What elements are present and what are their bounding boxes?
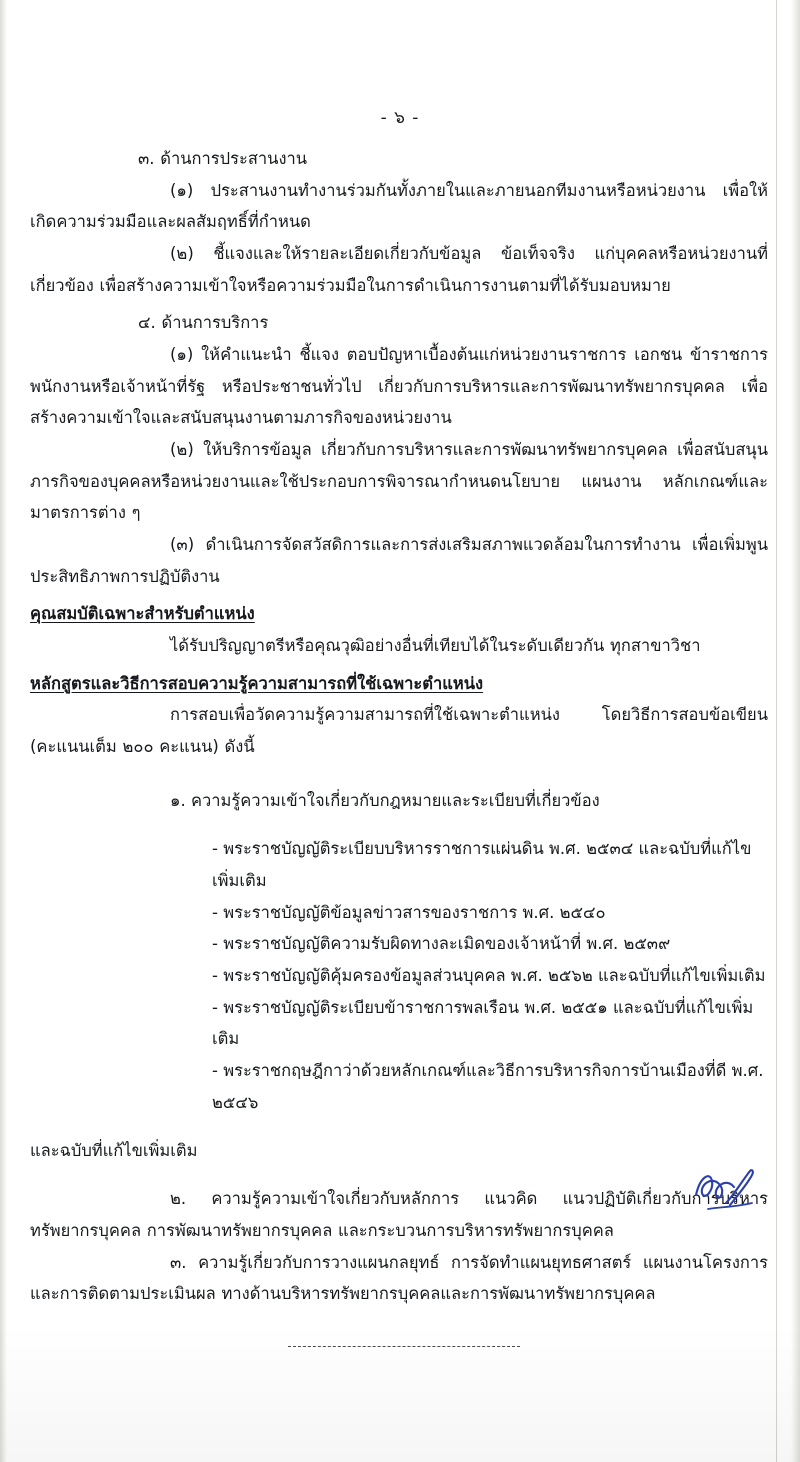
exam-topic-2: ๒. ความรู้ความเข้าใจเกี่ยวกับหลักการ แนวคิด แนวปฏิบัติเกี่ยวกับการบริหารทรัพยากรบุคคล การพัฒนาทรัพยากรบุคคล และกระบวนการบริหารทรัพยากรบุคคล bbox=[30, 1189, 768, 1240]
list-item: - พระราชบัญญัติระเบียบบริหารราชการแผ่นดิน พ.ศ. ๒๕๓๔ และฉบับที่แก้ไขเพิ่มเติม bbox=[212, 839, 752, 891]
exam-law-list bbox=[30, 833, 768, 1118]
section-heading-coordination: ๓. ด้านการประสานงาน bbox=[138, 149, 308, 168]
exam-topic-3: ๓. ความรู้เกี่ยวกับการวางแผนกลยุทธ์ การจัดทำแผนยุทธศาสตร์ แผนงานโครงการ และการติดตามประเมินผล ทางด้านบริหารทรัพยากรบุคคลและการพัฒนาทรัพยากรบุคคล bbox=[30, 1252, 768, 1304]
exam-topic-1-label: ๑. ความรู้ความเข้าใจเกี่ยวกับกฎหมายและระเบียบที่เกี่ยวข้อง bbox=[170, 791, 600, 811]
section-item-service-2: (๒) ให้บริการข้อมูล เกี่ยวกับการบริหารและการพัฒนาทรัพยากรบุคคล เพื่อสนับสนุนภารกิจของบุคคลหรือหน่วยงานและใช้ประกอบการพิจารณากำหนดนโยบาย แผนงาน หลักเกณฑ์และมาตรการต่าง ๆ bbox=[30, 440, 768, 523]
exam-heading: หลักสูตรและวิธีการสอบความรู้ความสามารถที่ใช้เฉพาะตำแหน่ง bbox=[30, 673, 484, 693]
list-item: - พระราชบัญญัติคุ้มครองข้อมูลส่วนบุคคล พ.ศ. ๒๕๖๒ และฉบับที่แก้ไขเพิ่มเติม bbox=[212, 966, 766, 986]
handwritten-signature-icon bbox=[690, 1165, 760, 1220]
section-heading-service: ๔. ด้านการบริการ bbox=[138, 313, 269, 333]
qualification-heading: คุณสมบัติเฉพาะสำหรับตำแหน่ง bbox=[30, 604, 255, 624]
page-number: - ๖ - bbox=[380, 108, 420, 128]
list-item: - พระราชบัญญัติระเบียบข้าราชการพลเรือน พ.ศ. ๒๕๕๑ และฉบับที่แก้ไขเพิ่มเติม bbox=[212, 997, 754, 1049]
list-item: - พระราชกฤษฎีกาว่าด้วยหลักเกณฑ์และวิธีการบริหารกิจการบ้านเมืองที่ดี พ.ศ. ๒๕๔๖ bbox=[212, 1061, 764, 1112]
qualification-text: ได้รับปริญญาตรีหรือคุณวุฒิอย่างอื่นที่เทียบได้ในระดับเดียวกัน ทุกสาขาวิชา bbox=[170, 636, 701, 656]
section-item-coordination-1: (๑) ประสานงานทำงานร่วมกันทั้งภายในและภายนอกทีมงานหรือหน่วยงาน เพื่อให้เกิดความร่วมมือและผลสัมฤทธิ์ที่กำหนด bbox=[30, 180, 768, 232]
section-item-service-1: (๑) ให้คำแนะนำ ชี้แจง ตอบปัญหาเบื้องต้นแก่หน่วยงานราชการ เอกชน ข้าราชการ พนักงานหรือเจ้าหน้าที่รัฐ หรือประชาชนทั่วไป เกี่ยวกับการบริหารและการพัฒนาทรัพยากรบุคคล เพื่อสร้างความเข้าใจและสนับสนุนงานตามภารกิจของหน่วยงาน bbox=[30, 345, 768, 428]
list-item: - พระราชบัญญัติข้อมูลข่าวสารของราชการ พ.ศ. ๒๕๔๐ bbox=[212, 902, 606, 922]
list-item: - พระราชบัญญัติความรับผิดทางละเมิดของเจ้าหน้าที่ พ.ศ. ๒๕๓๙ bbox=[212, 934, 671, 954]
exam-law-list-continuation: และฉบับที่แก้ไขเพิ่มเติม bbox=[30, 1140, 198, 1160]
section-item-coordination-2: (๒) ชี้แจงและให้รายละเอียดเกี่ยวกับข้อมูล ข้อเท็จจริง แก่บุคคลหรือหน่วยงานที่เกี่ยวข้อง เพื่อสร้างความเข้าใจหรือความร่วมมือในการดำเนินการงานตามที่ได้รับมอบหมาย bbox=[30, 244, 768, 295]
document-body bbox=[22, 143, 778, 1310]
scan-shadow bbox=[0, 1322, 800, 1462]
section-item-service-3: (๓) ดำเนินการจัดสวัสดิการและการส่งเสริมสภาพแวดล้อมในการทำงาน เพื่อเพิ่มพูนประสิทธิภาพการปฏิบัติงาน bbox=[30, 535, 768, 586]
exam-intro: การสอบเพื่อวัดความรู้ความสามารถที่ใช้เฉพาะตำแหน่ง โดยวิธีการสอบข้อเขียน (คะแนนเต็ม ๒๐๐ คะแนน) ดังนี้ bbox=[30, 705, 768, 757]
